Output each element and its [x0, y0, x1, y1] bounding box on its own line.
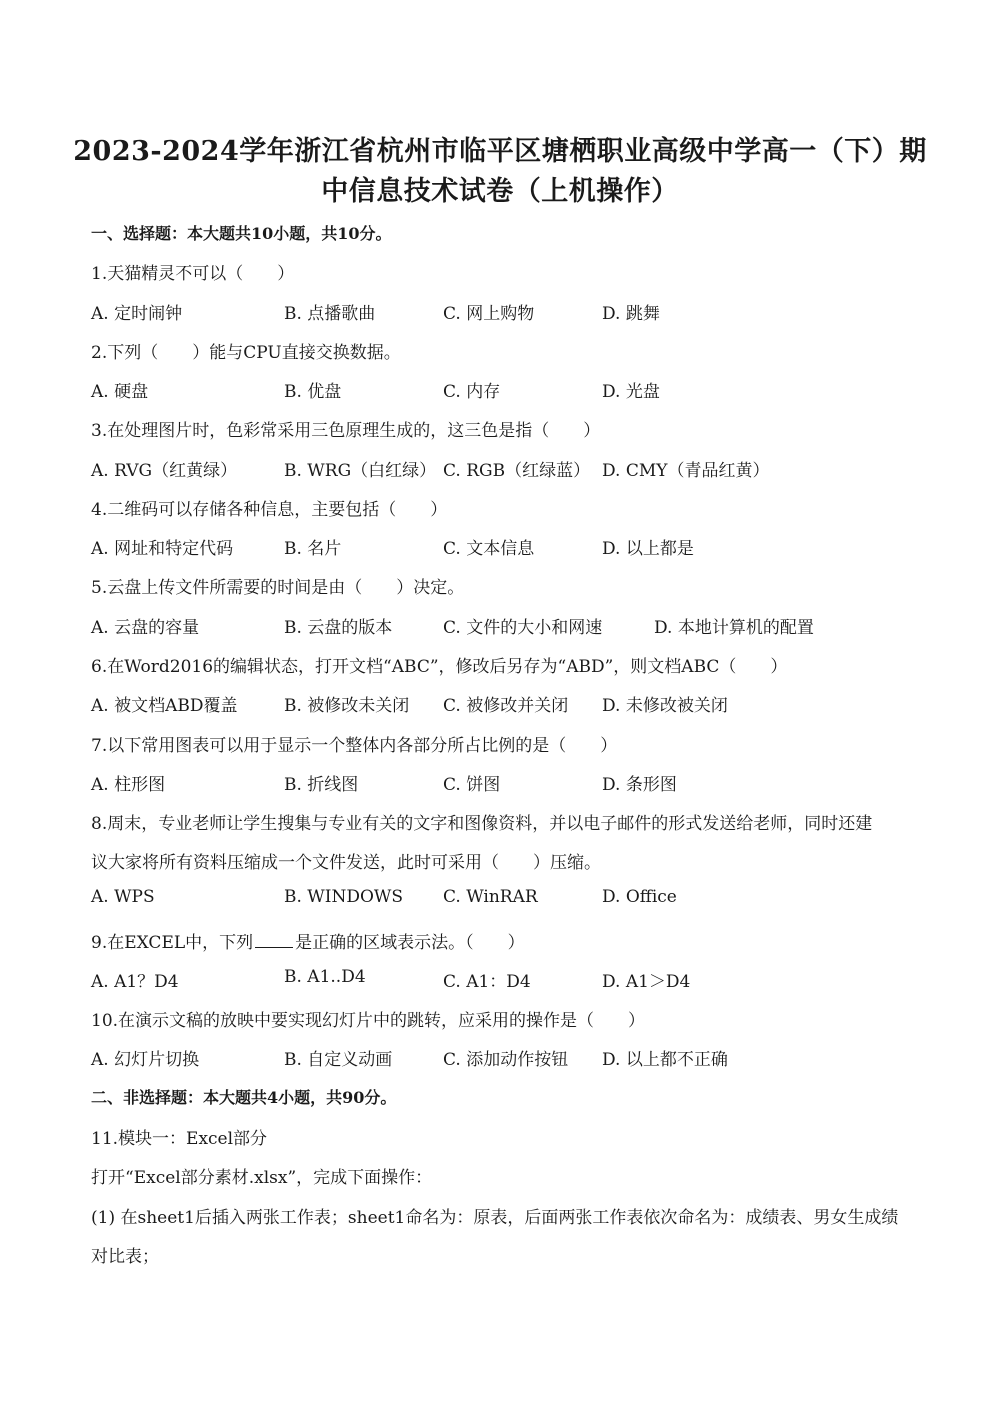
question-8-line-2: 议大家将所有资料压缩成一个文件发送，此时可采用（ ）压缩。	[91, 853, 601, 873]
question-10: 10.在演示文稿的放映中要实现幻灯片中的跳转，应采用的操作是（ ）	[91, 1011, 646, 1031]
q2-option-a: A. 硬盘	[91, 382, 149, 402]
section-heading-choice: 一、选择题：本大题共10小题，共10分。	[91, 224, 392, 243]
q2-option-c: C. 内存	[443, 382, 501, 402]
question-11-intro: 打开“Excel部分素材.xlsx”，完成下面操作：	[91, 1168, 433, 1188]
q4-option-a: A. 网址和特定代码	[91, 539, 234, 559]
page-title	[60, 132, 940, 212]
question-3: 3.在处理图片时，色彩常采用三色原理生成的，这三色是指（ ）	[91, 421, 601, 441]
question-11-title: 11.模块一：Excel部分	[91, 1129, 268, 1149]
title-line-1: 2023-2024学年浙江省杭州市临平区塘栖职业高级中学高一（下）期	[73, 136, 927, 167]
q10-option-a: A. 幻灯片切换	[91, 1050, 200, 1070]
q7-option-b: B. 折线图	[284, 775, 359, 795]
question-11-step-1: (1) 在sheet1后插入两张工作表；sheet1命名为：原表，后面两张工作表依次命名为：成绩表、男女生成绩	[91, 1208, 899, 1228]
q2-option-b: B. 优盘	[284, 382, 342, 402]
question-7: 7.以下常用图表可以用于显示一个整体内各部分所占比例的是（ ）	[91, 736, 618, 756]
q6-option-a: A. 被文档ABD覆盖	[91, 696, 238, 716]
q1-option-c: C. 网上购物	[443, 304, 535, 324]
q5-option-c: C. 文件的大小和网速	[443, 618, 603, 638]
q8-option-b: B. WINDOWS	[284, 887, 404, 907]
q7-option-a: A. 柱形图	[91, 775, 166, 795]
q8-option-a: A. WPS	[91, 887, 155, 907]
q9-option-b: B. A1..D4	[284, 967, 366, 987]
question-4: 4.二维码可以存储各种信息，主要包括（ ）	[91, 500, 448, 520]
answer-blank	[255, 931, 293, 948]
q3-option-c: C. RGB（红绿蓝）	[443, 461, 591, 481]
question-8-line-1: 8.周末，专业老师让学生搜集与专业有关的文字和图像资料，并以电子邮件的形式发送给老师，同时还建	[91, 814, 873, 834]
q2-option-d: D. 光盘	[602, 382, 660, 402]
q10-option-c: C. 添加动作按钮	[443, 1050, 569, 1070]
title-line-2: 中信息技术试卷（上机操作）	[321, 176, 679, 207]
q9-option-d: D. A1＞D4	[602, 972, 691, 992]
question-1: 1.天猫精灵不可以（ ）	[91, 264, 295, 284]
question-6: 6.在Word2016的编辑状态，打开文档“ABC”，修改后另存为“ABD”，则文档ABC（ ）	[91, 657, 788, 677]
q3-option-b: B. WRG（白红绿）	[284, 461, 437, 481]
q6-option-d: D. 未修改被关闭	[602, 696, 728, 716]
q8-option-c: C. WinRAR	[443, 887, 538, 907]
section-heading-non-choice: 二、非选择题：本大题共4小题，共90分。	[91, 1088, 397, 1107]
q4-option-d: D. 以上都是	[602, 539, 694, 559]
q1-option-d: D. 跳舞	[602, 304, 660, 324]
q10-option-b: B. 自定义动画	[284, 1050, 393, 1070]
q1-option-b: B. 点播歌曲	[284, 304, 376, 324]
question-9-text-a: 9.在EXCEL中，下列	[91, 933, 254, 953]
q7-option-d: D. 条形图	[602, 775, 677, 795]
q5-option-a: A. 云盘的容量	[91, 618, 200, 638]
question-2: 2.下列（ ）能与CPU直接交换数据。	[91, 343, 401, 363]
question-9	[91, 928, 525, 953]
q3-option-a: A. RVG（红黄绿）	[91, 461, 238, 481]
q3-option-d: D. CMY（青品红黄）	[602, 461, 770, 481]
q9-option-c: C. A1：D4	[443, 972, 531, 992]
q5-option-b: B. 云盘的版本	[284, 618, 393, 638]
q4-option-c: C. 文本信息	[443, 539, 535, 559]
q9-option-a: A. A1？D4	[91, 972, 179, 992]
q7-option-c: C. 饼图	[443, 775, 501, 795]
q1-option-a: A. 定时闹钟	[91, 304, 183, 324]
q4-option-b: B. 名片	[284, 539, 342, 559]
q5-option-d: D. 本地计算机的配置	[654, 618, 814, 638]
q10-option-d: D. 以上都不正确	[602, 1050, 728, 1070]
q6-option-b: B. 被修改未关闭	[284, 696, 410, 716]
question-11-step-1-cont: 对比表；	[91, 1247, 159, 1267]
q6-option-c: C. 被修改并关闭	[443, 696, 569, 716]
question-5: 5.云盘上传文件所需要的时间是由（ ）决定。	[91, 578, 465, 598]
question-9-text-b: 是正确的区域表示法。（ ）	[295, 933, 525, 953]
q8-option-d: D. Office	[602, 887, 677, 907]
